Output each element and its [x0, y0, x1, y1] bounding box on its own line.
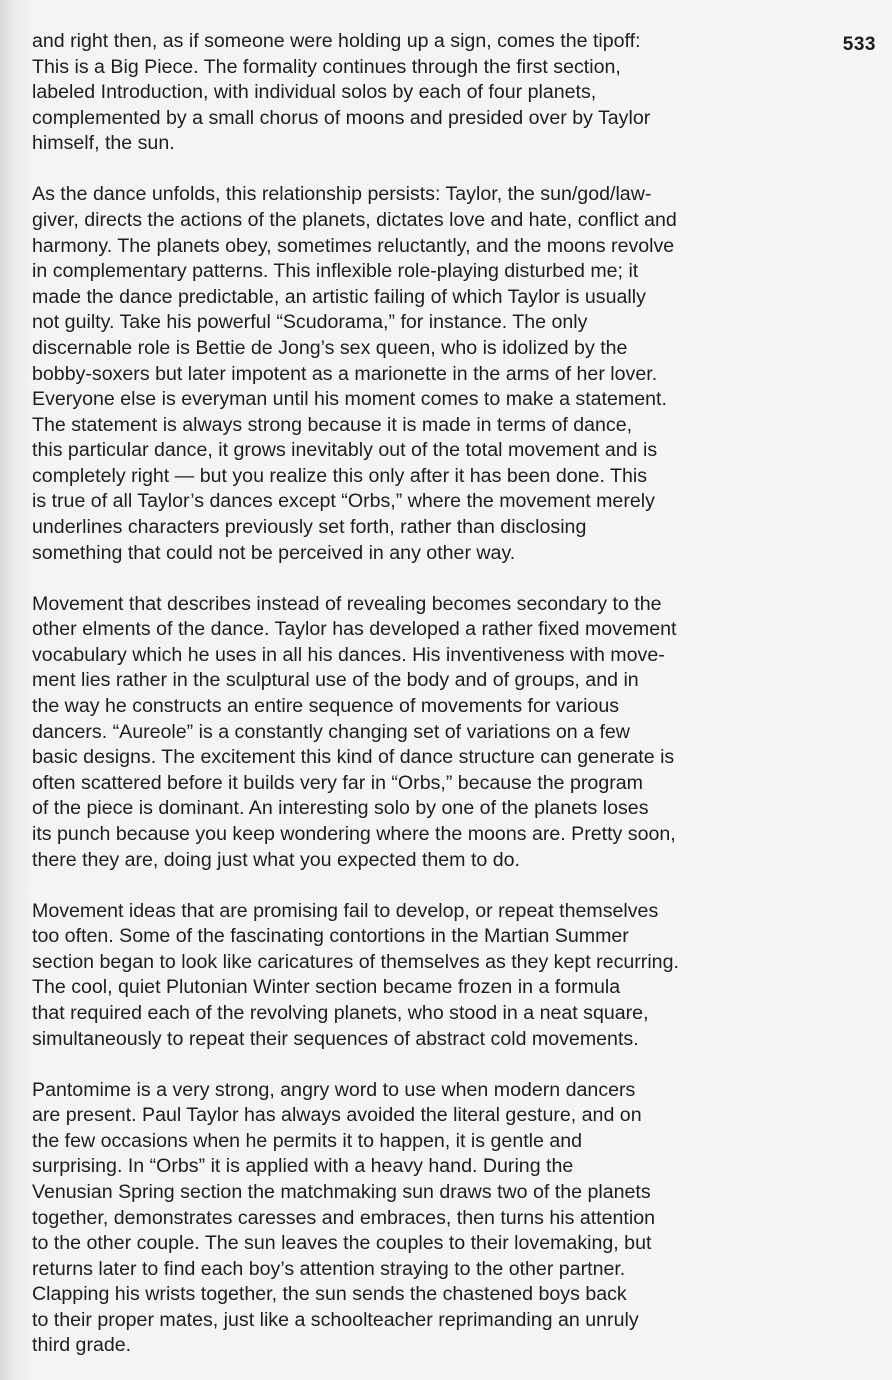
text-line: in complementary patterns. This inflexible role-playing disturbed me; it [32, 260, 639, 283]
text-line: Clapping his wrists together, the sun sends the chastened boys back [32, 1283, 627, 1306]
text-line: are present. Paul Taylor has always avoided the literal gesture, and on [32, 1104, 642, 1127]
text-line: As the dance unfolds, this relationship persists: Taylor, the sun/god/law- [32, 183, 652, 206]
text-line: Venusian Spring section the matchmaking sun draws two of the planets [32, 1180, 651, 1203]
text-line: completely right — but you realize this only after it has been done. This [32, 464, 647, 487]
text-line: harmony. The planets obey, sometimes reluctantly, and the moons revolve [32, 234, 675, 257]
text-line: often scattered before it builds very far in “Orbs,” because the program [32, 771, 643, 794]
body-text [32, 29, 772, 1380]
text-line: vocabulary which he uses in all his dances. His inventiveness with move- [32, 643, 665, 666]
paragraph [32, 1078, 772, 1360]
text-line: bobby-soxers but later impotent as a marionette in the arms of her lover. [32, 362, 658, 385]
text-line: dancers. “Aureole” is a constantly changing set of variations on a few [32, 720, 630, 743]
text-line: labeled Introduction, with individual solos by each of four planets, [32, 81, 597, 104]
text-line: Everyone else is everyman until his moment comes to make a statement. [32, 388, 667, 411]
text-line: The statement is always strong because it is made in terms of dance, [32, 413, 633, 436]
text-line: not guilty. Take his powerful “Scudorama,” for instance. The only [32, 311, 588, 334]
paragraph [32, 29, 772, 157]
text-line: made the dance predictable, an artistic failing of which Taylor is usually [32, 285, 646, 308]
text-line: third grade. [32, 1334, 132, 1357]
text-line: the few occasions when he permits it to happen, it is gentle and [32, 1129, 583, 1152]
paragraph [32, 182, 772, 566]
text-line: there they are, doing just what you expected them to do. [32, 848, 520, 871]
text-line: section began to look like caricatures of themselves as they kept recurring. [32, 950, 679, 973]
text-line: too often. Some of the fascinating contortions in the Martian Summer [32, 925, 629, 948]
text-line: this particular dance, it grows inevitably out of the total movement and is [32, 439, 658, 462]
text-line: something that could not be perceived in any other way. [32, 541, 516, 564]
text-line: is true of all Taylor’s dances except “Orbs,” where the movement merely [32, 490, 655, 513]
page-number: 533 [842, 34, 876, 55]
text-line: complemented by a small chorus of moons and presided over by Taylor [32, 106, 651, 129]
text-line: its punch because you keep wondering where the moons are. Pretty soon, [32, 823, 676, 845]
text-line: that required each of the revolving planets, who stood in a neat square, [32, 1001, 649, 1024]
text-line: surprising. In “Orbs” it is applied with a heavy hand. During the [32, 1155, 574, 1178]
text-line: simultaneously to repeat their sequences of abstract cold movements. [32, 1027, 639, 1050]
paragraph [32, 592, 772, 874]
text-line: basic designs. The excitement this kind of dance structure can generate is [32, 746, 675, 769]
text-line: himself, the sun. [32, 132, 175, 155]
text-line: Movement ideas that are promising fail to develop, or repeat themselves [32, 899, 659, 922]
text-line: to the other couple. The sun leaves the couples to their lovemaking, but [32, 1232, 652, 1255]
text-line: Movement that describes instead of revealing becomes secondary to the [32, 592, 662, 615]
text-line: returns later to find each boy’s attention straying to the other partner. [32, 1257, 626, 1280]
text-line: discernable role is Bettie de Jong’s sex queen, who is idolized by the [32, 336, 628, 359]
text-line: underlines characters previously set forth, rather than disclosing [32, 516, 587, 539]
paragraph [32, 899, 772, 1053]
text-line: together, demonstrates caresses and embraces, then turns his attention [32, 1206, 656, 1229]
text-line: of the piece is dominant. An interesting solo by one of the planets loses [32, 797, 649, 820]
text-line: the way he constructs an entire sequence of movements for various [32, 695, 620, 718]
text-line: Pantomime is a very strong, angry word to use when modern dancers [32, 1078, 636, 1101]
text-line: and right then, as if someone were holding up a sign, comes the tipoff: [32, 30, 641, 52]
text-line: giver, directs the actions of the planets, dictates love and hate, conflict and [32, 208, 677, 231]
text-line: to their proper mates, just like a schoolteacher reprimanding an unruly [32, 1308, 639, 1331]
text-line: This is a Big Piece. The formality continues through the first section, [32, 55, 621, 78]
text-line: The cool, quiet Plutonian Winter section became frozen in a formula [32, 976, 621, 999]
text-line: other elments of the dance. Taylor has developed a rather fixed movement [32, 618, 677, 641]
text-line: ment lies rather in the sculptural use of the body and of groups, and in [32, 669, 639, 692]
